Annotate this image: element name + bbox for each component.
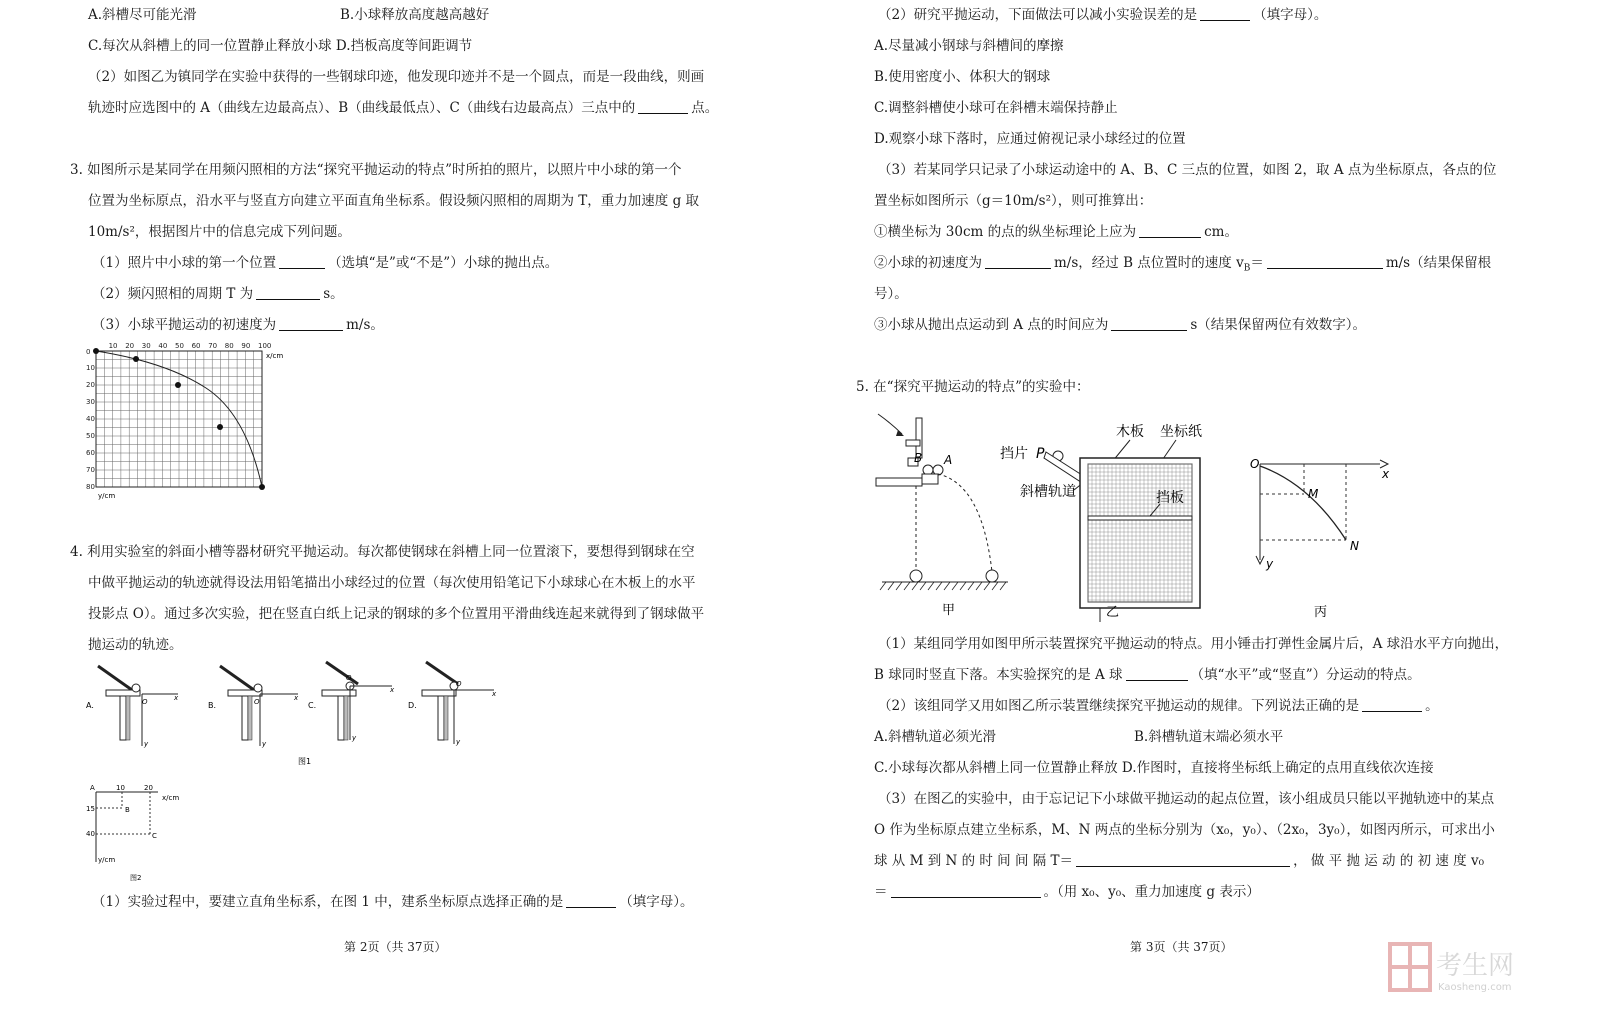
grid-x-tick: 60 [191, 342, 201, 350]
answer-blank[interactable] [1200, 20, 1250, 21]
svg-text:A: A [90, 784, 95, 792]
answer-blank[interactable] [1139, 237, 1201, 238]
grid-origin-tick: 0 [86, 348, 91, 356]
svg-text:O: O [254, 698, 260, 706]
svg-text:B.: B. [208, 701, 217, 710]
q4-figure-2 [86, 778, 206, 884]
q5-part3-line3: 球 从 M 到 N 的 时 间 间 隔 T＝ ， 做 平 抛 运 动 的 初 速 度 v₀ [874, 853, 1485, 869]
figure-bing-caption: 丙 [1314, 605, 1328, 620]
grid-y-tick: 60 [86, 449, 95, 457]
svg-text:D.: D. [408, 701, 417, 710]
grid-x-tick: 80 [224, 342, 234, 350]
grid-x-tick: 100 [258, 342, 272, 350]
option-c-apparatus [308, 662, 395, 742]
answer-blank[interactable] [985, 268, 1051, 269]
q5-part3-line1: （3）在图乙的实验中，由于忘记记下小球做平抛运动的起点位置，该小组成员只能以平抛轨迹中的某点 [878, 791, 1495, 807]
q4-figure-1 [86, 660, 506, 770]
q2-part2-line1: （2）如图乙为镇同学在实验中获得的一些钢球印迹，他发现印迹并不是一个圆点，而是一段曲线，则画 [88, 69, 705, 85]
q5-part1-line1: （1）某组同学用如图甲所示装置探究平抛运动的特点。用小锤击打弹性金属片后，A 球沿水平方向抛出， [878, 636, 1509, 652]
svg-text:x/cm: x/cm [162, 794, 180, 802]
ball-position-4 [217, 424, 223, 430]
svg-text:x: x [174, 694, 179, 702]
svg-text:y: y [1266, 557, 1274, 571]
svg-text:y: y [262, 740, 267, 748]
svg-text:y: y [144, 740, 149, 748]
svg-text:40: 40 [86, 830, 95, 838]
svg-text:B: B [125, 806, 130, 814]
answer-blank[interactable] [279, 268, 325, 269]
q5-part3-line2: O 作为坐标原点建立坐标系，M、N 两点的坐标分别为（x₀，y₀）、（2x₀，3y₀），如图丙所示，可求出小 [874, 822, 1495, 838]
svg-text:x: x [1382, 467, 1390, 481]
grid-x-tick: 10 [108, 342, 118, 350]
figure-jia-caption: 甲 [942, 603, 956, 618]
q5-options-cd: C.小球每次都从斜槽上同一位置静止释放 D.作图时，直接将坐标纸上确定的点用直线依次连接 [874, 760, 1434, 776]
grid-y-tick: 40 [86, 415, 95, 423]
grid-y-tick: 20 [86, 381, 95, 389]
ball-position-3 [175, 382, 181, 388]
answer-blank[interactable] [638, 113, 688, 114]
q5-figure-bing [1250, 450, 1400, 630]
svg-text:y: y [352, 734, 357, 742]
q4-part3-line1: （3）若某同学只记录了小球运动途中的 A、B、C 三点的位置，如图 2，取 A 点为坐标原点，各点的位 [878, 162, 1497, 178]
q4-stem-line3: 投影点 O）。通过多次实验，把在竖直白纸上记录的钢球的多个位置用平滑曲线连起来就得到了钢球做平 [88, 606, 705, 622]
svg-text:坐标纸: 坐标纸 [1160, 424, 1202, 440]
svg-text:木板: 木板 [1116, 424, 1144, 440]
q3-stem-line3: 10m/s²，根据图片中的信息完成下列问题。 [88, 224, 351, 240]
svg-text:A: A [944, 453, 953, 467]
svg-text:C.: C. [308, 701, 317, 710]
q5-stem: 5. 在“探究平抛运动的特点”的实验中： [856, 379, 1090, 395]
q4-option-c: C.调整斜槽使小球可在斜槽末端保持静止 [874, 100, 1118, 116]
q4-stem-line2: 中做平抛运动的轨迹就得设法用铅笔描出小球经过的位置（每次使用铅笔记下小球球心在木板上的水平 [88, 575, 696, 591]
svg-text:15: 15 [86, 805, 95, 813]
q5-part2: （2）该组同学又用如图乙所示装置继续探究平抛运动的规律。下列说法正确的是 。 [878, 698, 1439, 714]
answer-blank[interactable] [279, 330, 343, 331]
q3-part2: （2）频闪照相的周期 T 为 s。 [92, 286, 344, 302]
q3-stem-line1: 3. 如图所示是某同学在用频闪照相的方法“探究平抛运动的特点”时所拍的照片，以照片中小球的第一个 [70, 162, 682, 178]
q4-part3-sub2: ②小球的初速度为 m/s，经过 B 点位置时的速度 $v_B= m/s$（结果保留根 [874, 255, 1492, 274]
q4-part2: （2）研究平抛运动，下面做法可以减小实验误差的是 （填字母）。 [878, 7, 1328, 23]
q5-option-b: B.斜槽轨道末端必须水平 [1134, 729, 1284, 745]
answer-blank[interactable] [1076, 866, 1290, 867]
answer-blank[interactable] [1126, 680, 1188, 681]
q2-options-cd: C.每次从斜槽上的同一位置静止释放小球 D.挡板高度等间距调节 [88, 38, 473, 54]
answer-blank[interactable] [891, 897, 1041, 898]
q3-part3: （3）小球平抛运动的初速度为 m/s。 [92, 317, 384, 333]
grid-y-tick: 10 [86, 364, 95, 372]
grid-x-tick: 70 [208, 342, 218, 350]
grid-x-tick: 40 [158, 342, 168, 350]
q4-option-a: A.尽量减小钢球与斜槽间的摩擦 [874, 38, 1064, 54]
q4-part3-sub2-cont: 号）。 [874, 286, 908, 302]
option-b-apparatus [208, 666, 299, 748]
page-footer-left: 第 2页（共 37页） [344, 940, 447, 954]
answer-blank[interactable] [256, 299, 320, 300]
q4-stem-line4: 抛运动的轨迹。 [88, 637, 183, 653]
answer-blank[interactable] [566, 907, 616, 908]
q4-stem-line1: 4. 利用实验室的斜面小槽等器材研究平抛运动。每次都使钢球在斜槽上同一位置滚下，要想得到钢球在空 [70, 544, 695, 560]
svg-text:y/cm: y/cm [98, 856, 116, 864]
q4-option-d: D.观察小球下落时，应通过俯视记录小球经过的位置 [874, 131, 1186, 147]
ball-position-2 [133, 356, 139, 362]
ball-position-1 [93, 348, 99, 354]
option-d-apparatus [408, 662, 497, 746]
svg-text:x: x [294, 694, 299, 702]
svg-text:考生网: 考生网 [1436, 951, 1515, 981]
grid-x-tick: 30 [141, 342, 151, 350]
svg-text:N: N [1350, 539, 1359, 553]
grid-x-label: x/cm [266, 352, 284, 360]
q4-part3-sub3: ③小球从抛出点运动到 A 点的时间应为 s（结果保留两位有效数字）。 [874, 317, 1367, 333]
q4-part3-line2: 置坐标如图所示（g＝10m/s²），则可推算出： [874, 193, 1153, 209]
grid-y-tick: 30 [86, 398, 95, 406]
svg-text:x: x [390, 686, 395, 694]
q4-part1: （1）实验过程中，要建立直角坐标系，在图 1 中，建系坐标原点选择正确的是 （填字母）。 [92, 894, 694, 910]
svg-text:O: O [346, 674, 352, 682]
figure-yi-caption: 乙 [1106, 605, 1120, 620]
answer-blank[interactable] [1267, 268, 1383, 269]
q3-grid-figure [86, 342, 316, 502]
page-footer-right: 第 3页（共 37页） [1130, 940, 1233, 954]
grid-x-tick: 90 [241, 342, 251, 350]
svg-text:Kaosheng.com: Kaosheng.com [1438, 982, 1512, 993]
q5-option-a: A.斜槽轨道必须光滑 [874, 729, 997, 745]
svg-text:C: C [152, 832, 157, 840]
svg-text:P: P [1036, 446, 1045, 462]
q5-part3-line4: ＝ 。（用 x₀、y₀、重力加速度 g 表示） [874, 884, 1260, 900]
kaosheng-watermark-logo [1388, 940, 1588, 1000]
grid-y-tick: 50 [86, 432, 95, 440]
svg-text:O: O [456, 680, 462, 688]
svg-text:M: M [1308, 487, 1319, 501]
grid-y-tick: 70 [86, 466, 95, 474]
q3-stem-line2: 位置为坐标原点，沿水平与竖直方向建立平面直角坐标系。假设频闪照相的周期为 T，重力加速度 g 取 [88, 193, 700, 209]
svg-text:x: x [492, 690, 497, 698]
figure-2-caption: 图2 [130, 874, 142, 882]
q5-figure-yi [1000, 418, 1220, 628]
svg-text:O: O [142, 698, 148, 706]
grid-x-tick: 20 [125, 342, 135, 350]
q2-part2-line2: 轨迹时应选图中的 A（曲线左边最高点）、B（曲线最低点）、C（曲线右边最高点）三点中的 点。 [88, 100, 719, 116]
grid-x-tick: 50 [175, 342, 184, 350]
svg-text:挡板: 挡板 [1156, 490, 1184, 506]
svg-text:O: O [1250, 457, 1260, 471]
svg-text:y: y [456, 738, 461, 746]
option-a-apparatus [86, 666, 179, 748]
svg-text:挡片: 挡片 [1000, 446, 1028, 462]
svg-text:斜槽轨道: 斜槽轨道 [1020, 484, 1076, 500]
grid-y-label: y/cm [98, 492, 116, 500]
ball-position-5 [259, 484, 265, 490]
answer-blank[interactable] [1111, 330, 1187, 331]
svg-text:B: B [914, 451, 923, 465]
q2-option-a: A.斜槽尽可能光滑 [88, 7, 197, 23]
svg-text:10: 10 [116, 784, 125, 792]
q2-option-b: B.小球释放高度越高越好 [340, 7, 490, 23]
q3-part1: （1）照片中小球的第一个位置 （选填“是”或“不是”）小球的抛出点。 [92, 255, 559, 271]
q5-part1-line2: B 球同时竖直下落。本实验探究的是 A 球 （填“水平”或“竖直”）分运动的特点。 [874, 667, 1421, 683]
figure-1-caption: 图1 [298, 757, 312, 766]
q4-option-b: B.使用密度小、体积大的钢球 [874, 69, 1051, 85]
grid-y-tick: 80 [86, 483, 95, 491]
q4-part3-sub1: ①横坐标为 30cm 的点的纵坐标理论上应为 cm。 [874, 224, 1238, 240]
svg-text:A.: A. [86, 701, 94, 710]
svg-text:20: 20 [144, 784, 153, 792]
answer-blank[interactable] [1362, 711, 1422, 712]
